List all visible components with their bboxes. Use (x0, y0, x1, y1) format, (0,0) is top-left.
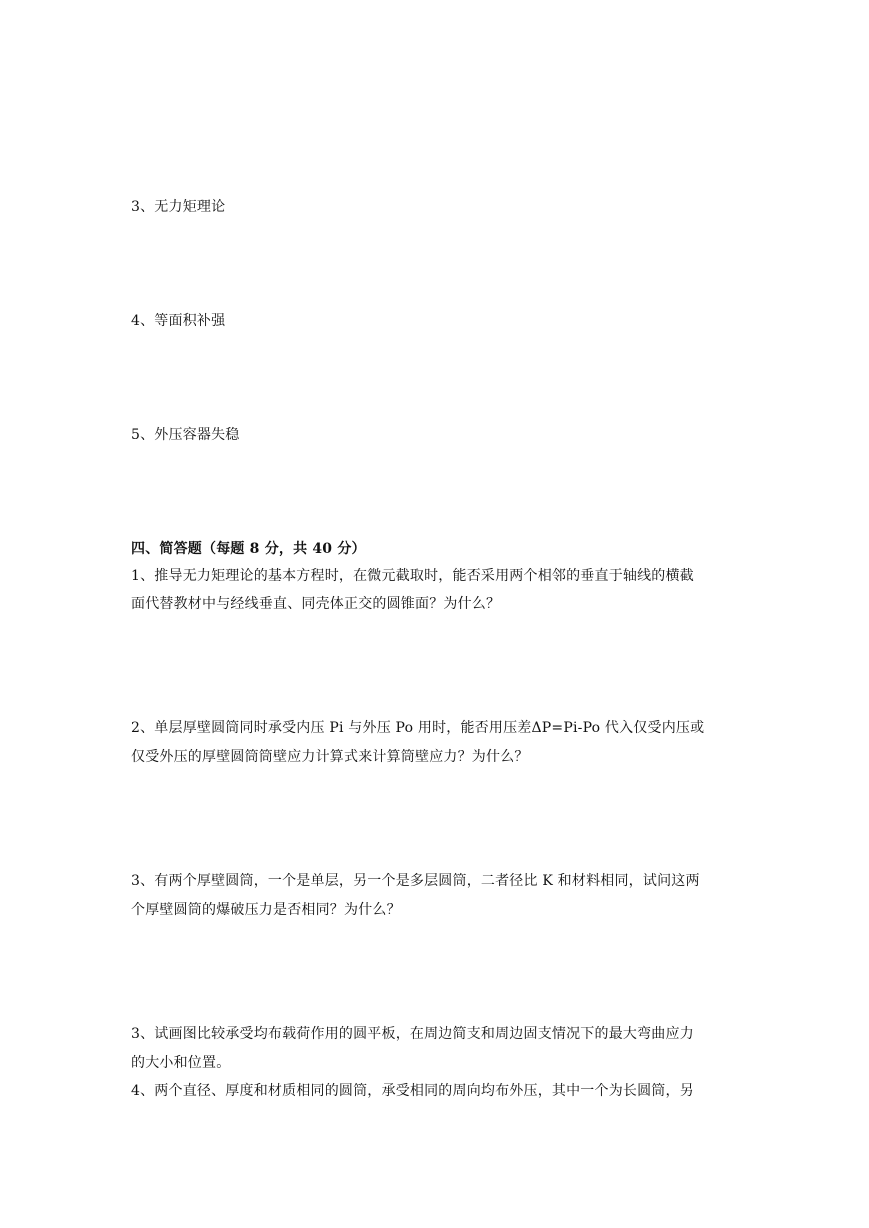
question-1-line-1: 1、推导无力矩理论的基本方程时，在微元截取时，能否采用两个相邻的垂直于轴线的横截 (131, 568, 694, 584)
question-2-line-2: 仅受外压的厚壁圆筒筒壁应力计算式来计算筒壁应力？为什么？ (131, 749, 529, 765)
question-4-line-1: 4、两个直径、厚度和材质相同的圆筒，承受相同的周向均布外压，其中一个为长圆筒，另 (131, 1083, 694, 1099)
question-3-line-1: 3、有两个厚壁圆筒，一个是单层，另一个是多层圆筒，二者径比 K 和材料相同，试问这两 (131, 873, 700, 889)
term-item-5: 5、外压容器失稳 (131, 427, 240, 443)
term-item-3: 3、无力矩理论 (131, 199, 226, 215)
question-1-line-2: 面代替教材中与经线垂直、同壳体正交的圆锥面？为什么？ (131, 596, 501, 612)
question-2-line-1: 2、单层厚壁圆筒同时承受内压 Pi 与外压 Po 用时，能否用压差ΔP=Pi-Po 代入仅受内压或 (131, 720, 705, 736)
section-heading: 四、简答题（每题 8 分，共 40 分） (131, 541, 366, 557)
question-3-line-2: 个厚壁圆筒的爆破压力是否相同？为什么？ (131, 902, 401, 918)
question-3b-line-2: 的大小和位置。 (131, 1055, 231, 1071)
question-3b-line-1: 3、试画图比较承受均布载荷作用的圆平板，在周边简支和周边固支情况下的最大弯曲应力 (131, 1026, 694, 1042)
term-item-4: 4、等面积补强 (131, 313, 226, 329)
